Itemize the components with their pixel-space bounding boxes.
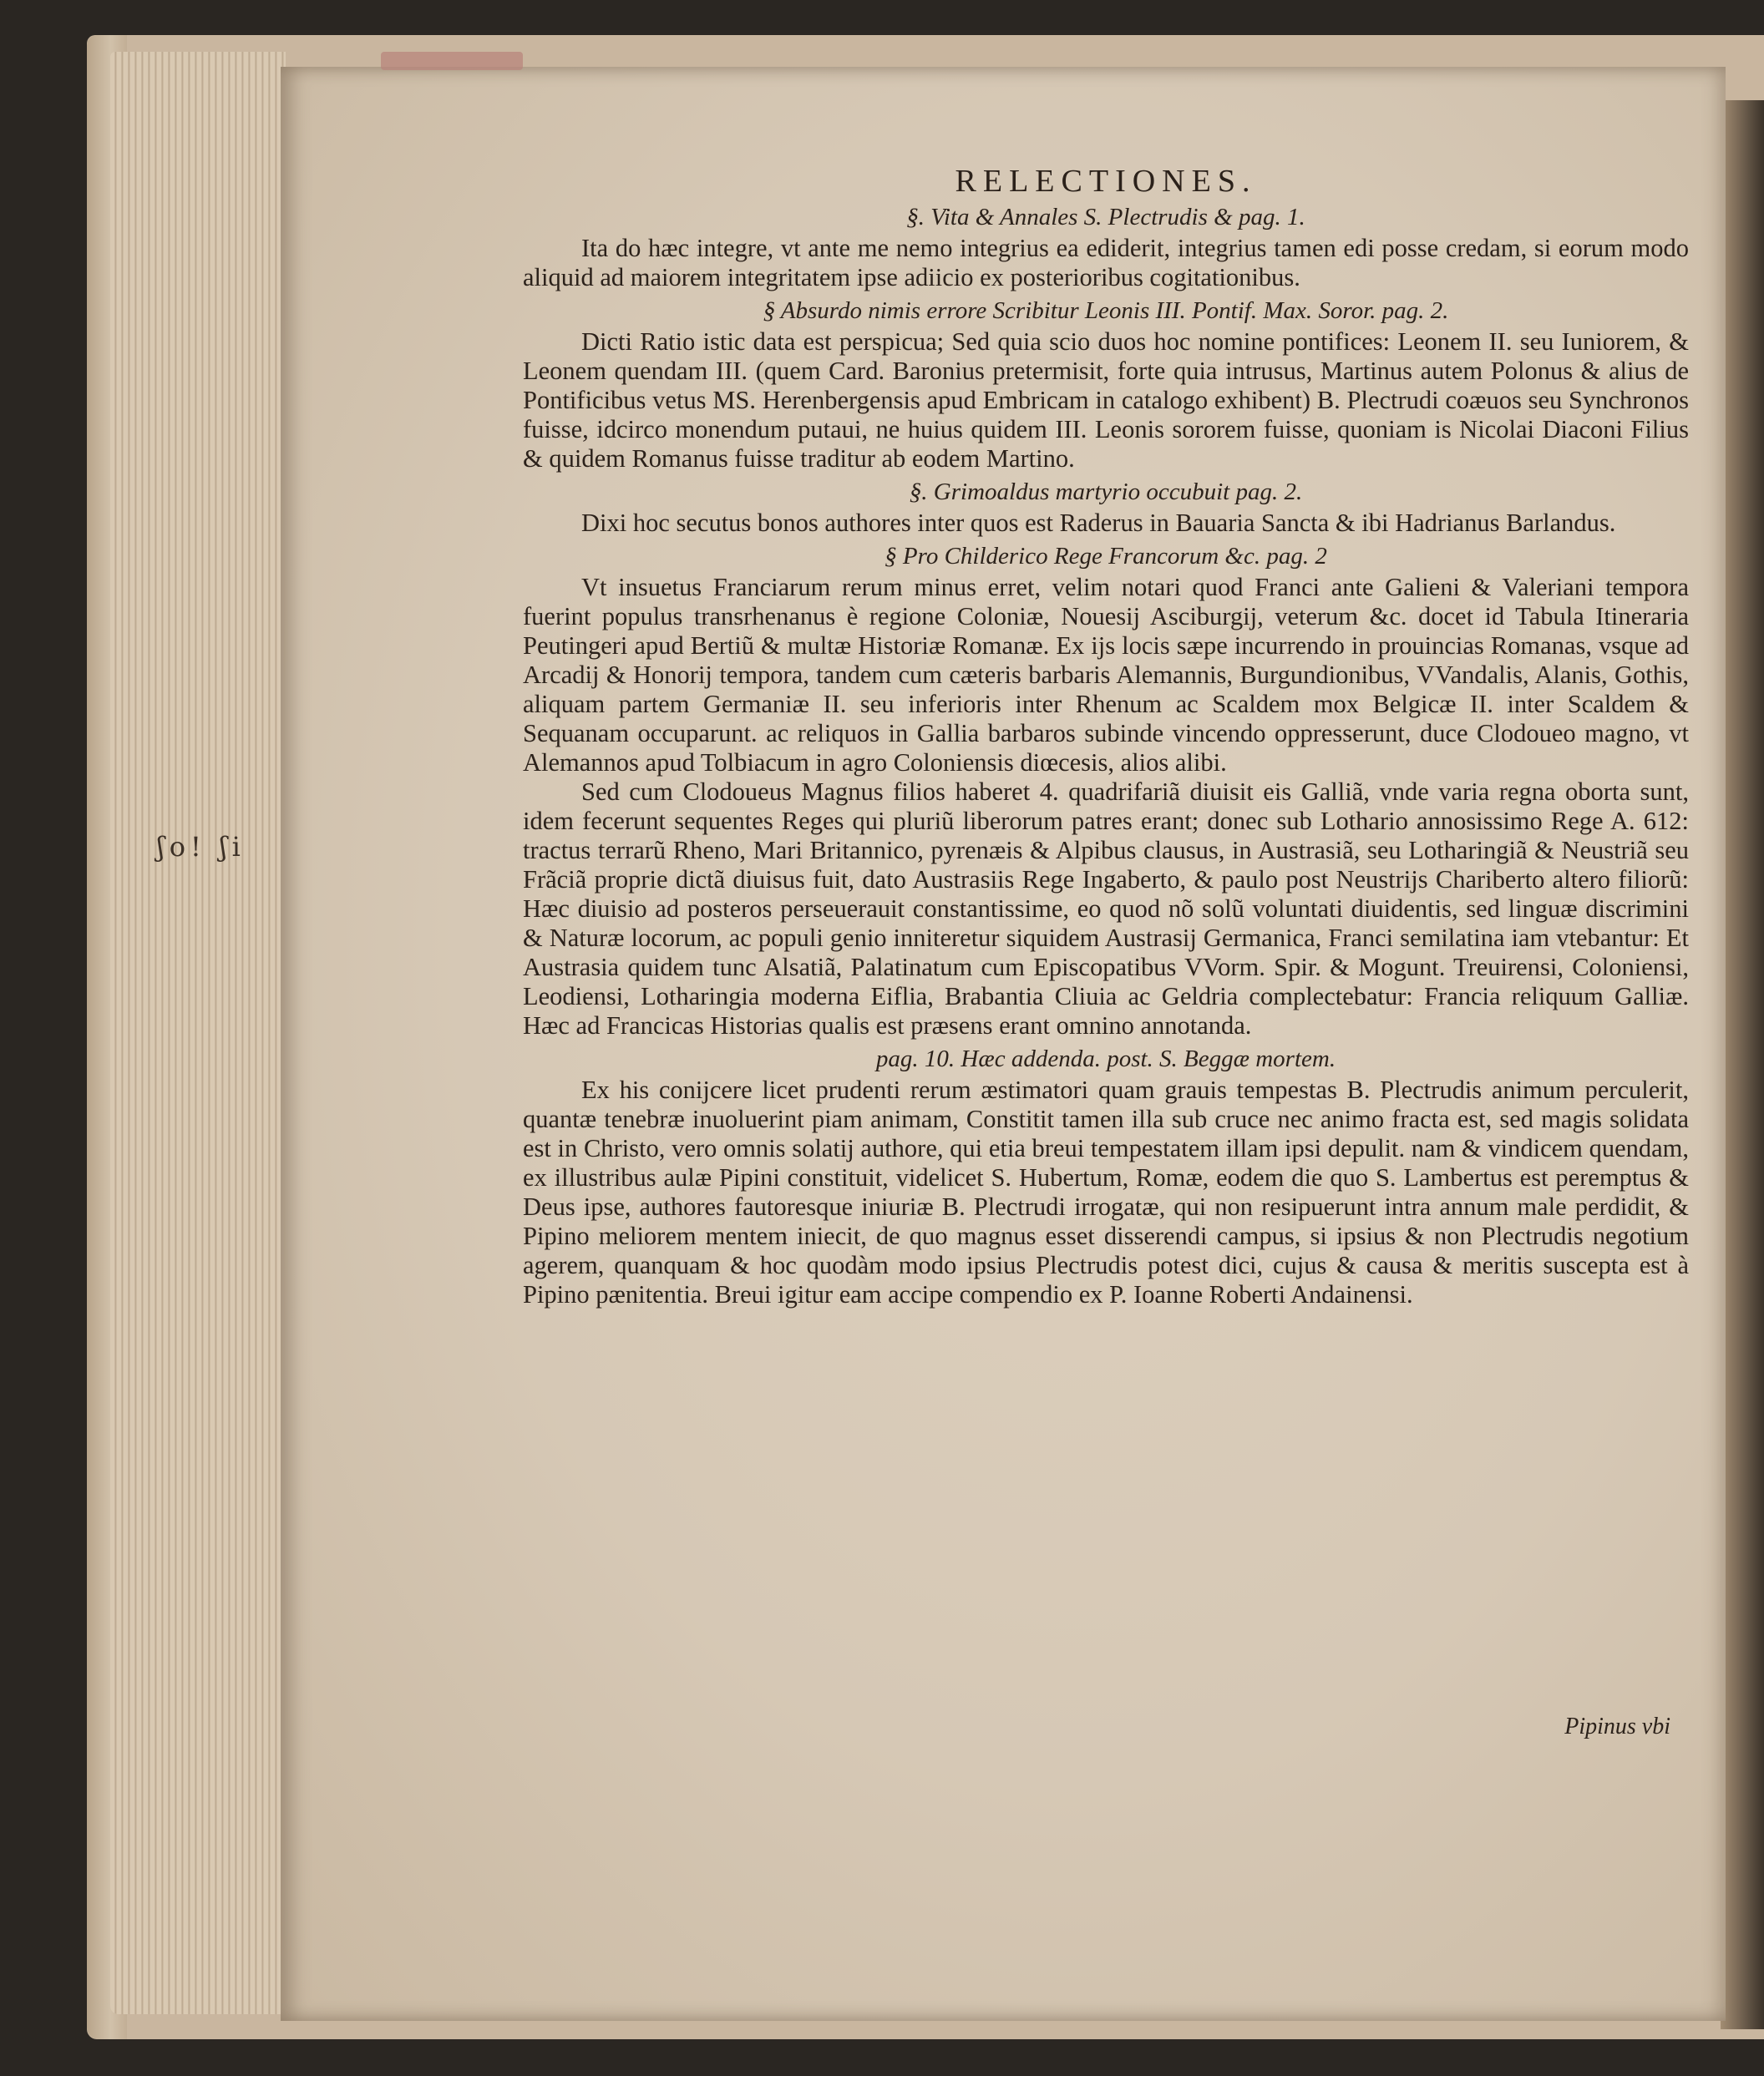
margin-annotation: ʃo! ʃi (157, 831, 246, 863)
section-heading: §. Vita & Annales S. Plectrudis & pag. 1. (906, 204, 1305, 230)
page-text (523, 164, 1689, 1309)
page-edges (110, 52, 286, 2014)
section-heading: § Absurdo nimis errore Scribitur Leonis III. Pontif. Max. Soror. pag. 2. (763, 297, 1449, 324)
paragraph: Sed cum Clodoueus Magnus filios haberet 4. quadrifariã diuisit eis Galliã, vnde varia regna oborta sunt, idem fecerunt sequentes Reges qui pluriũ liberorum patres erant; donec sub Lothario annosissimo Rege A. 612: tractus terrarũ Rheno, Mari Britannico, pyrenæis & Alpibus clausus, in Austrasiã, seu Lotharingiã & Neustriã seu Frãciã proprie dictã diuisus fuit, dato Austrasiis Rege Ingaberto, & paulo post Neustrijs Chariberto altero filiorũ: Hæc diuisio ad posteros perseuerauit constantissime, eo quod nõ solũ voluntati diuidentis, sed linguæ discrimini & Naturæ locorum, ac populi genio inniteretur siquidem Austrasij Germanica, Franci semilatina iam vtebantur: Et Austrasia quidem tunc Alsatiã, Palatinatum cum Episcopatibus VVorm. Spir. & Mogunt. Treuirensi, Coloniensi, Leodiensi, Lotharingia moderna Eiflia, Brabantia Cliuia ac Geldria complectebatur: Francia reliquum Galliæ. Hæc ad Francicas Historias qualis est præsens erant omnino annotanda. (523, 777, 1689, 1040)
section-heading: §. Grimoaldus martyrio occubuit pag. 2. (909, 478, 1303, 505)
paragraph: Vt insuetus Franciarum rerum minus erret, velim notari quod Franci ante Galieni & Valeriani tempora fuerint populus transrhenanus è regione Coloniæ, Nouesij Asciburgij, veterum &c. docet id Tabula Itineraria Peutingeri apud Bertiũ & multæ Historiæ Romanæ. Ex ijs locis sæpe incurrendo in prouincias Romanas, vsque ad Arcadij & Honorij tempora, tandem cum cæteris barbaris Alemannis, Burgundionibus, VVandalis, Alanis, Gothis, aliquam partem Germaniæ II. seu inferioris inter Rhenum ac Scaldem mox Belgicæ II. inter Scaldem & Sequanam occuparunt. ac reliquos in Gallia barbaros subinde vincendo oppresserunt, duce Clodoueo magno, vt Alemannos apud Tolbiacum in agro Coloniensis diœcesis, alios alibi. (523, 573, 1689, 777)
section-heading: § Pro Childerico Rege Francorum &c. pag. 2 (885, 543, 1327, 570)
binding-gutter (1721, 100, 1764, 2029)
paragraph: Ex his conijcere licet prudenti rerum æstimatori quam grauis tempestas B. Plectrudis animum perculerit, quantæ tenebræ inuoluerint piam animam, Constitit tamen illa sub cruce nec animo fracta est, sed magis solidata est in Christo, vero omnis solatij authore, qui etia breui tempestatem illam ipsi depulit. nam & vindicem quendam, ex illustribus aulæ Pipini constituit, videlicet S. Hubertum, Romæ, eodem die quo S. Lambertus est peremptus & Deus ipse, authores fautoresque iniuriæ B. Plectrudi irrogatæ, qui non resipuerunt intra annum male perdidit, & Pipino meliorem mentem iniecit, de quo magnus esset disserendi campus, si ipsius & non Plectrudis negotium agerem, quanquam & hoc quodàm modo ipsius Plectrudis potest dici, cujus & causa & meritis suscepta est à Pipino pænitentia. Breui igitur eam accipe compendio ex P. Ioanne Roberti Andainensi. (523, 1076, 1689, 1309)
page-title: RELECTIONES. (955, 164, 1257, 199)
paragraph: Dixi hoc secutus bonos authores inter quos est Raderus in Bauaria Sancta & ibi Hadrianus Barlandus. (581, 509, 1616, 537)
section-heading: pag. 10. Hæc addenda. post. S. Beggæ mortem. (875, 1046, 1336, 1072)
catchword: Pipinus vbi (1564, 1714, 1670, 1739)
red-stain (381, 52, 523, 70)
paragraph: Dicti Ratio istic data est perspicua; Sed quia scio duos hoc nomine pontifices: Leonem II. seu Iuniorem, & Leonem quendam III. (quem Card. Baronius pretermisit, forte quia intrusus, Martinus autem Polonus & alius de Pontificibus vetus MS. Herenbergensis apud Embricam in catalogo exhibent) B. Plectrudi coæuos seu Synchronos fuisse, idcirco monendum putaui, ne huius quidem III. Leonis sororem fuisse, quoniam is Nicolai Diaconi Filius & quidem Romanus fuisse traditur ab eodem Martino. (523, 327, 1689, 473)
paragraph: Ita do hæc integre, vt ante me nemo integrius ea ediderit, integrius tamen edi posse credam, si eorum modo aliquid ad maiorem integritatem ipse adiicio ex posterioribus cogitationibus. (523, 234, 1689, 291)
